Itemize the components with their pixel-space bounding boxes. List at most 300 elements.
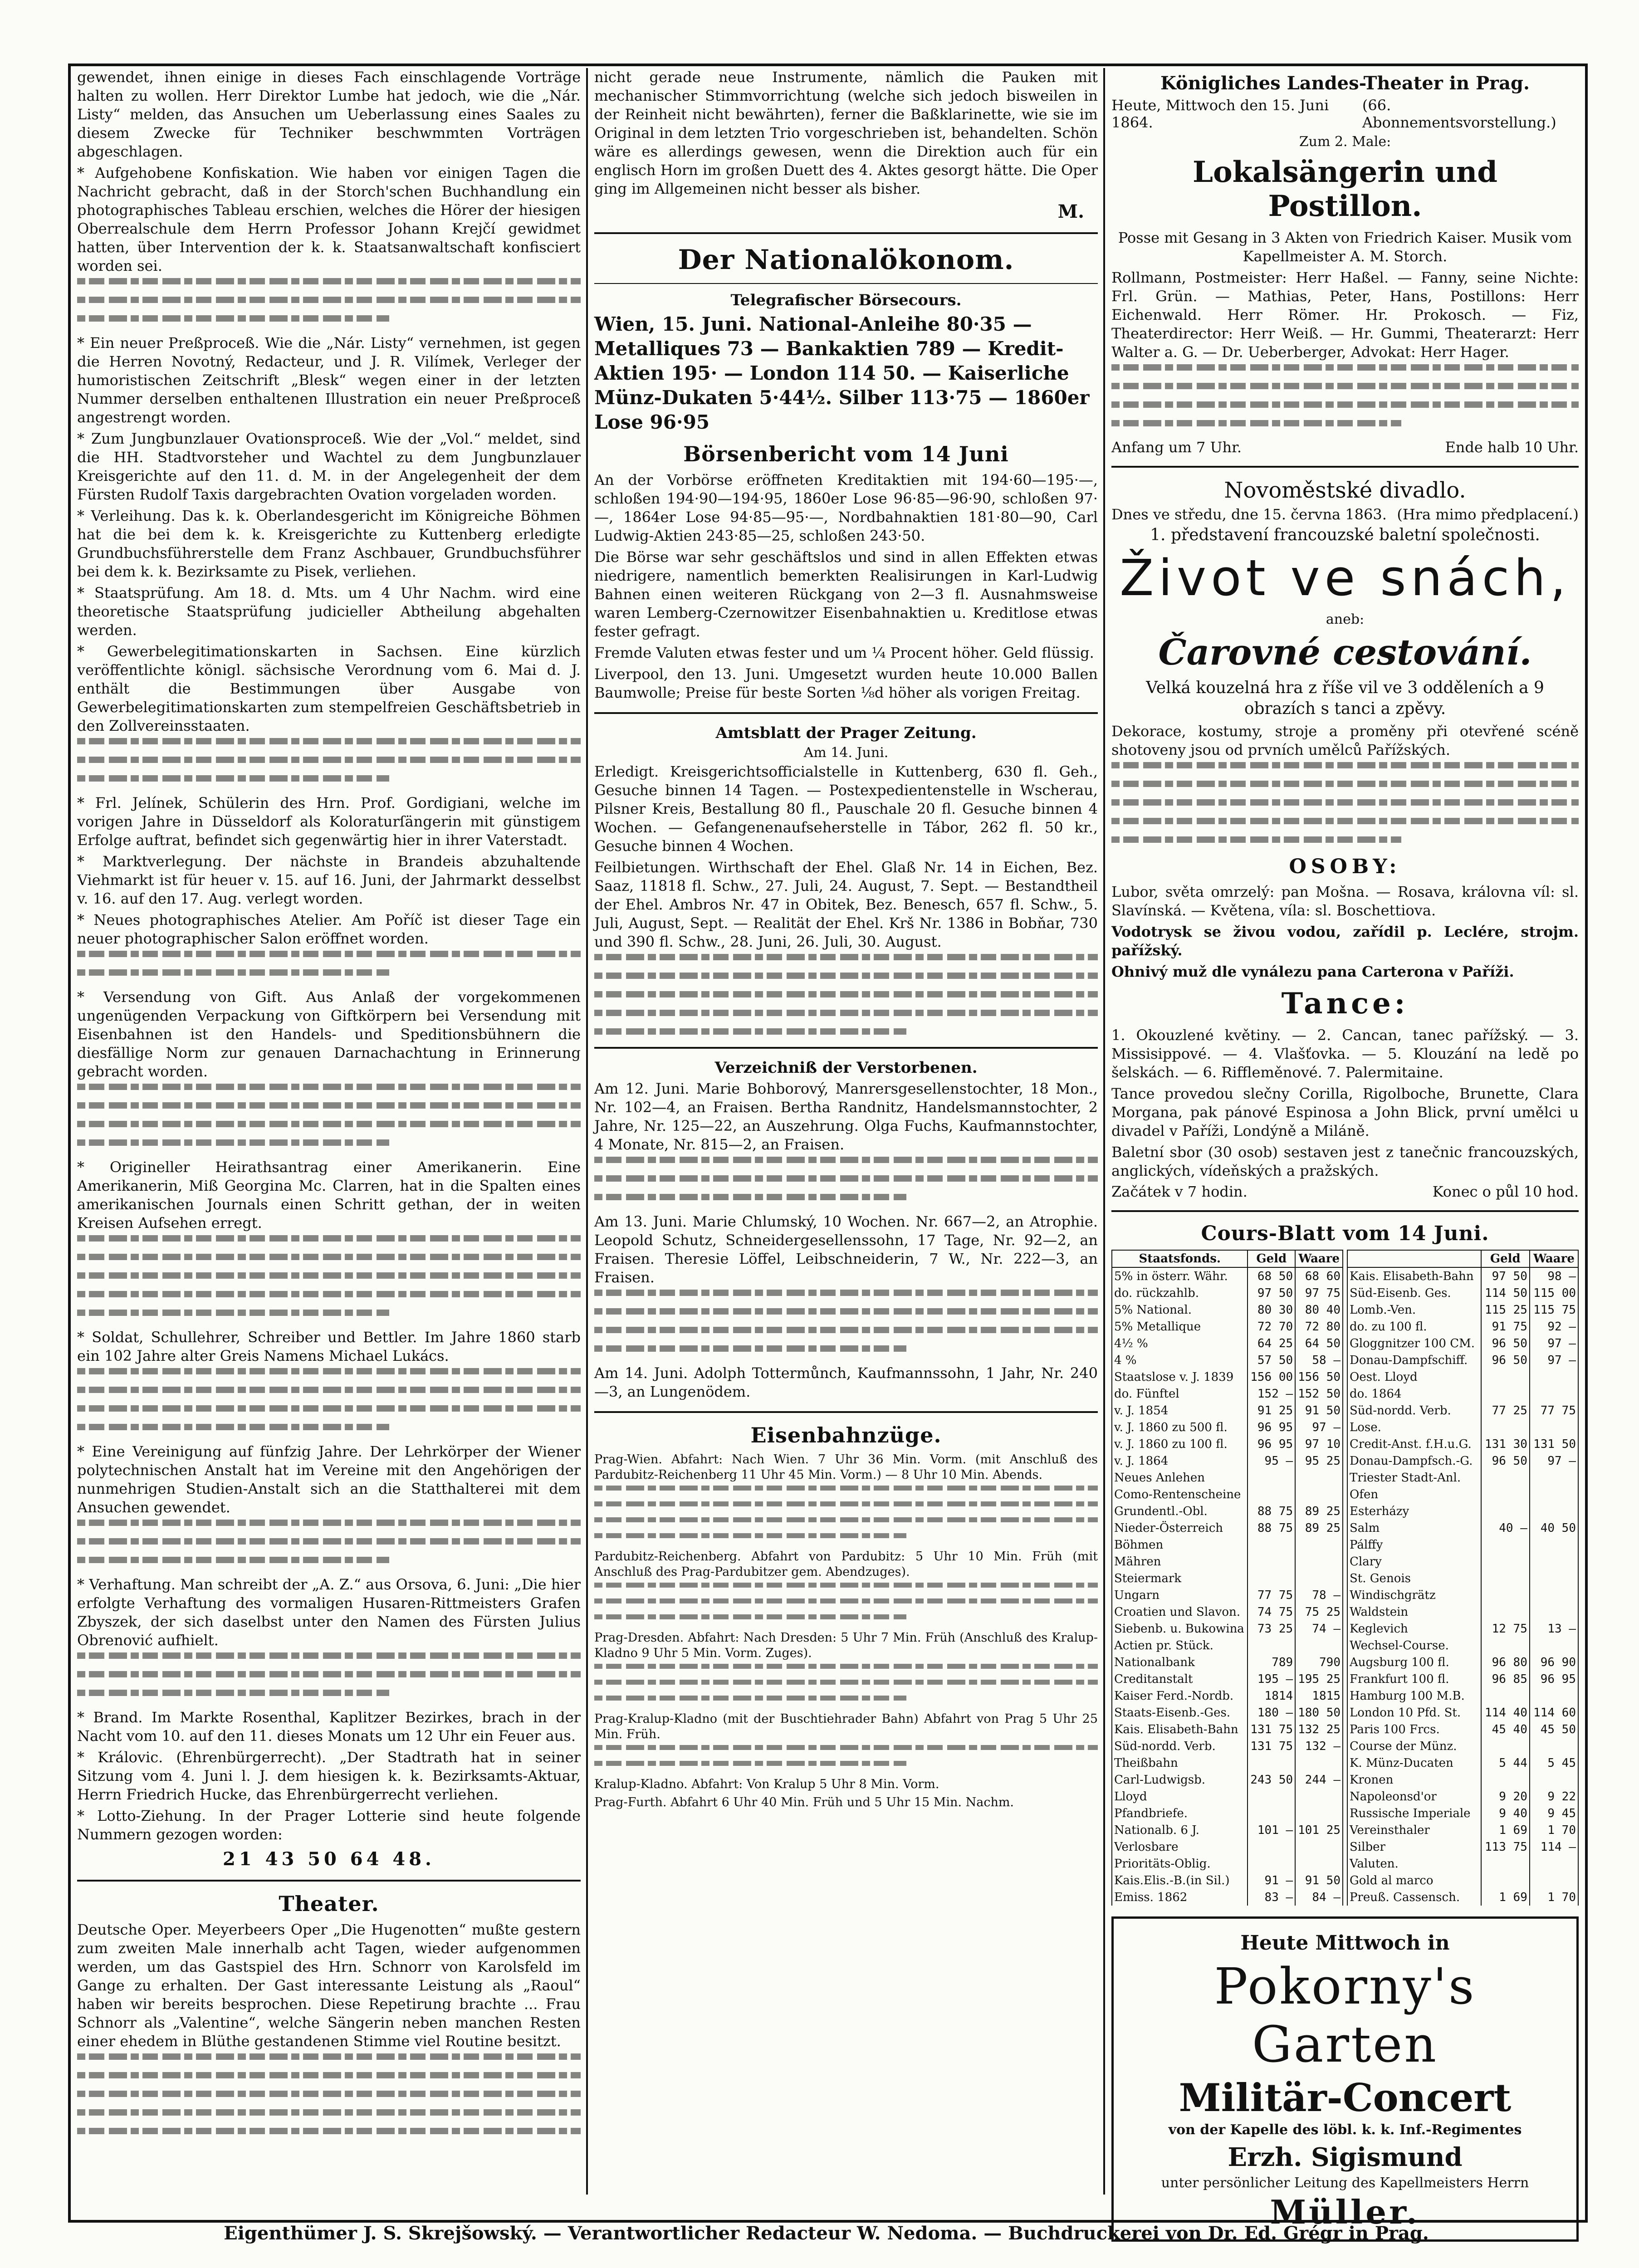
- kurs-name: Croatien und Slavon.: [1112, 1603, 1248, 1620]
- kurs-ware: 131 50: [1530, 1436, 1578, 1452]
- kurs-geld: [1481, 1771, 1530, 1788]
- illegible-text: [1111, 762, 1579, 843]
- kurs-name: Ofen: [1347, 1486, 1481, 1503]
- kurs-name: v. J. 1860 zu 100 fl.: [1112, 1436, 1248, 1452]
- verstorbene-paragraph: Am 14. Juni. Adolph Tottermůnch, Kaufmannssohn, 1 Jahr, Nr. 240—3, an Lungenödem.: [594, 1364, 1098, 1400]
- kurs-name: Frankfurt 100 fl.: [1347, 1671, 1481, 1687]
- kurs-geld: 64 25: [1248, 1335, 1295, 1352]
- kurs-row: [1347, 1889, 1578, 1906]
- verstorbene-paragraph: Am 12. Juni. Marie Bohborový, Manrersgesellenstochter, 18 Mon., Nr. 102—4, an Fraisen. Bertha Randnitz, Handelsmannstochter, 2 Jahre, Nr. 125—22, an Auszehrung. Olga Fuchs, Kaufmannstochter, 4 Monate, Nr. 815—2, an Fraisen.: [594, 1080, 1098, 1153]
- kurs-name: Nationalb. 6 J.: [1112, 1822, 1248, 1838]
- kurs-name: do. rückzahlb.: [1112, 1285, 1248, 1301]
- kurs-ware: 77 75: [1530, 1402, 1578, 1419]
- kurs-name: Silber: [1347, 1838, 1481, 1855]
- czech-note: (Hra mimo předplacení.): [1397, 506, 1579, 523]
- kurs-row: [1347, 1687, 1578, 1704]
- kurs-geld: 5 44: [1481, 1755, 1530, 1771]
- kurs-geld: [1481, 1872, 1530, 1889]
- section-heading-nationalokonom: Der Nationalökonom.: [678, 244, 1014, 276]
- boersen-paragraph: Die Börse war sehr geschäftslos und sind in allen Effekten etwas niedrigere, namentlich bemerkten Realisirungen in Karl-Ludwig Bahnen einen weiteren Rückgang von 2—3 fl. Ausnahmsweise waren Lemberg-Czernowitzer Eisenbahnaktien u. Kreditlose etwas fester gefragt.: [594, 548, 1098, 640]
- lotto-label: * Lotto-Ziehung. In der Prager Lotterie sind heute folgende Nummern gezogen worden:: [77, 1807, 581, 1843]
- kurs-row: [1347, 1671, 1578, 1687]
- kurs-name: 5% in österr. Währ.: [1112, 1267, 1248, 1285]
- kurs-row: [1112, 1822, 1343, 1838]
- kurs-name: Triester Stadt-Anl.: [1347, 1469, 1481, 1486]
- kurs-ware: [1530, 1570, 1578, 1587]
- kurs-name: K. Münz-Ducaten: [1347, 1755, 1481, 1771]
- kurs-row: [1347, 1352, 1578, 1369]
- kurs-row: [1112, 1889, 1343, 1906]
- kurs-name: Hamburg 100 M.B.: [1347, 1687, 1481, 1704]
- kurs-geld: 83 —: [1248, 1889, 1295, 1906]
- kurs-ware: [1530, 1503, 1578, 1520]
- kurs-ware: [1295, 1486, 1343, 1503]
- kurs-row: [1112, 1385, 1343, 1402]
- section-rule: [594, 712, 1098, 714]
- column-1: [77, 68, 581, 2195]
- eisenbahn-entry: Prag-Furth. Abfahrt 6 Uhr 40 Min. Früh und 5 Uhr 15 Min. Nachm.: [594, 1795, 1014, 1809]
- czech-aneb: aneb:: [1326, 611, 1365, 627]
- kurs-row: [1112, 1452, 1343, 1469]
- kurs-ware: 101 25: [1295, 1822, 1343, 1838]
- kurs-geld: [1481, 1855, 1530, 1872]
- kurs-col-name: [1347, 1250, 1481, 1267]
- kurs-ware: 40 50: [1530, 1520, 1578, 1536]
- ad-kapelle: von der Kapelle des löbl. k. k. Inf.-Regimentes: [1168, 2122, 1522, 2138]
- kurs-row: [1112, 1520, 1343, 1536]
- kurs-name: Wechsel-Course.: [1347, 1637, 1481, 1654]
- kurs-row: [1347, 1452, 1578, 1469]
- kurs-name: Gloggnitzer 100 CM.: [1347, 1335, 1481, 1352]
- kurs-geld: 96 50: [1481, 1352, 1530, 1369]
- kurs-geld: [1481, 1503, 1530, 1520]
- section-rule: [1111, 1210, 1579, 1212]
- kurs-row: [1347, 1469, 1578, 1486]
- kurs-name: Course der Münz.: [1347, 1738, 1481, 1755]
- kurs-ware: 180 50: [1295, 1704, 1343, 1721]
- pokorny-advertisement: [1111, 1916, 1579, 2242]
- kurs-row: [1112, 1603, 1343, 1620]
- kurs-ware: [1530, 1637, 1578, 1654]
- kurs-row: [1112, 1704, 1343, 1721]
- kurs-geld: 97 50: [1481, 1267, 1530, 1285]
- kurs-ware: 244 —: [1295, 1771, 1343, 1788]
- illegible-text: [594, 1664, 1098, 1701]
- kurs-ware: [1530, 1553, 1578, 1570]
- kurs-row: [1347, 1402, 1578, 1419]
- kurs-row: [1112, 1301, 1343, 1318]
- czech-company: 1. představení francouzské baletní společnosti.: [1150, 526, 1540, 544]
- section-rule: [594, 1047, 1098, 1049]
- kurs-row: [1347, 1267, 1578, 1285]
- kurs-ware: 195 25: [1295, 1671, 1343, 1687]
- kurs-geld: 45 40: [1481, 1721, 1530, 1738]
- illegible-text: [594, 1157, 1098, 1200]
- kurs-ware: [1295, 1805, 1343, 1822]
- kurs-name: Neues Anlehen: [1112, 1469, 1248, 1486]
- kurs-name: Kronen: [1347, 1771, 1481, 1788]
- kurs-geld: 74 75: [1248, 1603, 1295, 1620]
- kurs-geld: 96 50: [1481, 1335, 1530, 1352]
- kurs-row: [1347, 1721, 1578, 1738]
- kurs-ware: 132 25: [1295, 1721, 1343, 1738]
- kurs-geld: 9 20: [1481, 1788, 1530, 1805]
- kurs-ware: [1295, 1788, 1343, 1805]
- kurs-row: [1112, 1637, 1343, 1654]
- kurs-geld: [1481, 1553, 1530, 1570]
- kurs-row: [1347, 1301, 1578, 1318]
- kurs-row: [1347, 1620, 1578, 1637]
- kurs-ware: 92 —: [1530, 1318, 1578, 1335]
- kurs-row: [1347, 1654, 1578, 1671]
- kurs-ware: [1530, 1486, 1578, 1503]
- kurs-geld: 91 25: [1248, 1402, 1295, 1419]
- kurs-geld: [1481, 1603, 1530, 1620]
- kurs-row: [1112, 1687, 1343, 1704]
- czech-date: Dnes ve středu, dne 15. června 1863.: [1111, 506, 1387, 523]
- kurs-name: Actien pr. Stück.: [1112, 1637, 1248, 1654]
- kurs-name: Valuten.: [1347, 1855, 1481, 1872]
- theatre-date: Heute, Mittwoch den 15. Juni 1864.: [1111, 97, 1329, 131]
- kurs-name: Waldstein: [1347, 1603, 1481, 1620]
- news-paragraph: gewendet, ihnen einige in dieses Fach einschlagende Vorträge halten zu wollen. Herr Direktor Lumbe hat jedoch, wie die „Nár. Listy“ melden, das Ansuchen um Ueberlassung eines Saales zu diesem Zwecke für Techniker beschwmmten Vorträgen abgeschlagen.: [77, 68, 581, 160]
- kurs-row: [1112, 1469, 1343, 1486]
- kurs-geld: 68 50: [1248, 1267, 1295, 1285]
- kurs-name: Russische Imperiale: [1347, 1805, 1481, 1822]
- section-rule: [594, 283, 1098, 284]
- kurs-row: [1347, 1318, 1578, 1335]
- kurs-name: Staatslose v. J. 1839: [1112, 1369, 1248, 1385]
- kurs-geld: 91 —: [1248, 1872, 1295, 1889]
- news-paragraph: * Staatsprüfung. Am 18. d. Mts. um 4 Uhr Nachm. wird eine theoretische Staatsprüfung judicieller Abtheilung abgehalten werden.: [77, 584, 581, 639]
- kurs-row: [1112, 1553, 1343, 1570]
- illegible-text: [594, 1290, 1098, 1352]
- kurs-row: [1112, 1654, 1343, 1671]
- czech-ohnivy: Ohnivý muž dle vynálezu pana Carterona v Paříži.: [1111, 963, 1514, 980]
- kurs-ware: 97 —: [1530, 1335, 1578, 1352]
- kurs-row: [1347, 1486, 1578, 1503]
- kurs-row: [1112, 1486, 1343, 1503]
- amtsblatt-paragraph: Erledigt. Kreisgerichtsofficialstelle in Kuttenberg, 630 fl. Geh., Gesuche binnen 14 Tagen. — Postexpedientenstelle in Wscherau, Pilsner Kreis, Bestallung 80 fl., Pauschale 20 fl. Gesuche binnen 4 Wochen. — Gefangenenaufseherstelle in Tábor, 262 fl. 50 kr., Gesuche binnen 4 Wochen.: [594, 763, 1098, 855]
- ad-mueller: Müller.: [1270, 2193, 1420, 2231]
- kurs-ware: [1295, 1536, 1343, 1553]
- kurs-geld: 195 —: [1248, 1671, 1295, 1687]
- kurs-name: Theißbahn: [1112, 1755, 1248, 1771]
- czech-start: Začátek v 7 hodin.: [1111, 1183, 1248, 1200]
- theatre-description: Posse mit Gesang in 3 Akten von Friedrich Kaiser. Musik vom Kapellmeister A. M. Storch.: [1118, 229, 1572, 265]
- kurs-name: 4½ %: [1112, 1335, 1248, 1352]
- ad-erzh-sigismund: Erzh. Sigismund: [1228, 2142, 1463, 2172]
- amtsblatt-paragraph: Feilbietungen. Wirthschaft der Ehel. Glaß Nr. 14 in Eichen, Bez. Saaz, 11818 fl. Schw., 27. Juli, 24. August, 7. Sept. — Bestandtheil der Ehel. Ambros Nr. 47 in Obitek, Bez. Benesch, 657 fl. Schw., 5. Juli, August, Sept. — Realität der Ehel. Krš Nr. 1386 in Bobňar, 730 und 390 fl. Schw., 28. Juni, 26. Juli, 30. August.: [594, 859, 1098, 950]
- column-rule-2: [1103, 68, 1105, 2195]
- kurs-ware: 68 60: [1295, 1267, 1343, 1285]
- kurs-geld: 57 50: [1248, 1352, 1295, 1369]
- kurs-row: [1112, 1721, 1343, 1738]
- kurs-row: [1112, 1570, 1343, 1587]
- eisenbahn-entry: Prag-Dresden. Abfahrt: Nach Dresden: 5 Uhr 7 Min. Früh (Anschluß des Kralup-Kladno 9 Uhr 5 Min. Vorm. Zuges).: [594, 1631, 1098, 1660]
- kurs-row: [1112, 1872, 1343, 1889]
- kurs-geld: 180 —: [1248, 1704, 1295, 1721]
- kurs-geld: [1481, 1687, 1530, 1704]
- kurs-name: Kaiser Ferd.-Nordb.: [1112, 1687, 1248, 1704]
- kurs-name: Nieder-Österreich: [1112, 1520, 1248, 1536]
- kurs-ware: [1530, 1855, 1578, 1872]
- kurs-row: [1112, 1771, 1343, 1788]
- kurs-geld: [1481, 1738, 1530, 1755]
- column-rule-1: [586, 68, 588, 2195]
- imprint-footer: Eigenthümer J. S. Skrejšowský. — Verantwortlicher Redacteur W. Nedoma. — Buchdruckerei von Dr. Ed. Grégr in Prag.: [224, 2223, 1429, 2244]
- kurs-row: [1112, 1755, 1343, 1771]
- illegible-text: [594, 1745, 1098, 1766]
- kurs-row: [1347, 1704, 1578, 1721]
- kurs-row: [1347, 1805, 1578, 1822]
- section-rule: [1111, 466, 1579, 468]
- theatre-start: Anfang um 7 Uhr.: [1111, 439, 1242, 456]
- news-paragraph: * Eine Vereinigung auf fünfzig Jahre. Der Lehrkörper der Wiener polytechnischen Anstalt hat im Vereine mit den Angehörigen der nunmehrigen Studien-Anstalt sich an die Statthalterei mit dem Ansuchen gewendet.: [77, 1443, 581, 1516]
- kurs-name: Grundentl.-Obl.: [1112, 1503, 1248, 1520]
- kurs-row: [1112, 1352, 1343, 1369]
- kurs-ware: 84 —: [1295, 1889, 1343, 1906]
- czech-dancers: Tance provedou slečny Corilla, Rigolboche, Brunette, Clara Morgana, pak pánové Espinosa a John Blick, první umělci u divadel v Paříži, Londýně a Miláně.: [1111, 1085, 1579, 1139]
- czech-tance-heading: Tance:: [1281, 987, 1409, 1021]
- kurs-name: Paris 100 Frcs.: [1347, 1721, 1481, 1738]
- kurs-heading: Cours-Blatt vom 14 Juni.: [1201, 1222, 1489, 1245]
- kurs-ware: 5 45: [1530, 1755, 1578, 1771]
- kurs-ware: 97 —: [1295, 1419, 1343, 1436]
- kurs-name: Vereinsthaler: [1347, 1822, 1481, 1838]
- kurs-col-geld: Geld: [1248, 1250, 1295, 1267]
- kurs-geld: 97 50: [1248, 1285, 1295, 1301]
- kurs-geld: [1248, 1788, 1295, 1805]
- kurs-tables: [1111, 1250, 1579, 1906]
- kurs-row: [1347, 1570, 1578, 1587]
- kurs-geld: 96 80: [1481, 1654, 1530, 1671]
- news-paragraph: * Versendung von Gift. Aus Anlaß der vorgekommenen ungenügenden Verpackung von Giftkörpern bei Versendung mit Eisenbahnen ist den Handels- und Speditionsbühnern die diesfällige Norm zur genauen Darnachachtung in Erinnerung gebracht worden.: [77, 988, 581, 1080]
- kurs-ware: [1295, 1570, 1343, 1587]
- kurs-ware: 78 —: [1295, 1587, 1343, 1603]
- eisenbahn-entry: Kralup-Kladno. Abfahrt: Von Kralup 5 Uhr 8 Min. Vorm.: [594, 1777, 939, 1791]
- kurs-name: Esterházy: [1347, 1503, 1481, 1520]
- kurs-ware: [1295, 1855, 1343, 1872]
- kurs-ware: [1295, 1637, 1343, 1654]
- news-paragraph: * Zum Jungbunzlauer Ovationsproceß. Wie der „Vol.“ meldet, sind die HH. Stadtvorsteher und Wachtel zu dem Jungbunzlauer Kreisgerichte auf den 11. d. M. in der Angelegenheit der dem Fürsten Rudolf Taxis dargebrachten Ovation vorgeladen worden.: [77, 430, 581, 503]
- kurs-name: Windischgrätz: [1347, 1587, 1481, 1603]
- kurs-name: Clary: [1347, 1553, 1481, 1570]
- news-paragraph: * Verhaftung. Man schreibt der „A. Z.“ aus Orsova, 6. Juni: „Die hier erfolgte Verhaftung des vormaligen Husaren-Rittmeisters Grafen Zbyszek, der sich daselbst unter den Namen des Fürsten Julius Obrenović aufhielt.: [77, 1576, 581, 1649]
- kurs-ware: 74 —: [1295, 1620, 1343, 1637]
- kurs-name: Credit-Anst. f.H.u.G.: [1347, 1436, 1481, 1452]
- kurs-geld: 77 25: [1481, 1402, 1530, 1419]
- column-2: [594, 68, 1098, 2195]
- news-paragraph: * Královic. (Ehrenbürgerrecht). „Der Stadtrath hat in seiner Sitzung vom 4. Juni l. J. dem hiesigen k. k. Bezirksamts-Aktuar, Herrn Friedrich Hucke, das Ehrenbürgerrecht verliehen.: [77, 1749, 581, 1803]
- kurs-row: [1347, 1436, 1578, 1452]
- verstorbene-paragraph: Am 13. Juni. Marie Chlumský, 10 Wochen. Nr. 667—2, an Atrophie. Leopold Schutz, Schneidergesellenssohn, 17 Tage, Nr. 92—2, an Fraisen. Theresie Löffel, Leibschneiderin, 7 W., Nr. 222—3, an Fraisen.: [594, 1213, 1098, 1286]
- kurs-geld: 156 00: [1248, 1369, 1295, 1385]
- kurs-geld: 114 40: [1481, 1704, 1530, 1721]
- kurs-name: Ungarn: [1112, 1587, 1248, 1603]
- kurs-name: Süd-nordd. Verb.: [1347, 1402, 1481, 1419]
- kurs-row: [1347, 1385, 1578, 1402]
- kurs-geld: [1481, 1570, 1530, 1587]
- czech-date-row: [1111, 506, 1579, 523]
- ad-pokorny-garten: Pokorny's Garten: [1214, 1957, 1476, 2073]
- kurs-ware: 156 50: [1295, 1369, 1343, 1385]
- kurs-ware: 91 50: [1295, 1402, 1343, 1419]
- kurs-name: v. J. 1864: [1112, 1452, 1248, 1469]
- kurs-row: [1347, 1369, 1578, 1385]
- czech-vodotrysk: Vodotrysk se živou vodou, zařídil p. Leclére, strojm. pařížský.: [1111, 923, 1579, 959]
- kurs-name: Siebenb. u. Bukowina: [1112, 1620, 1248, 1637]
- section-rule: [594, 232, 1098, 234]
- illegible-text: [77, 951, 581, 976]
- czech-osoby-heading: OSOBY:: [1289, 855, 1401, 878]
- kurs-ware: 1 70: [1530, 1889, 1578, 1906]
- kurs-geld: [1481, 1469, 1530, 1486]
- illegible-text: [594, 954, 1098, 1035]
- boersen-paragraph: An der Vorbörse eröffneten Kreditaktien mit 194·60—195·—, schloßen 194·90—194·95, 1860er Lose 96·85—96·90, schloßen 97·—, 1864er Lose 94·85—95·—, Nordbahnaktien 181·80—90, Carl Ludwig-Aktien 243·85—25, schloßen 243·50.: [594, 471, 1098, 544]
- kurs-geld: 131 75: [1248, 1721, 1295, 1738]
- illegible-text: [77, 1235, 581, 1316]
- kurs-ware: 97 75: [1295, 1285, 1343, 1301]
- kurs-row: [1347, 1755, 1578, 1771]
- eisenbahn-entry: Pardubitz-Reichenberg. Abfahrt von Pardubitz: 5 Uhr 10 Min. Früh (mit Anschluß des Prag-Pardubitzer gem. Abendzuges).: [594, 1549, 1098, 1579]
- kurs-row: [1347, 1738, 1578, 1755]
- news-paragraph: * Brand. Im Markte Rosenthal, Kaplitzer Bezirkes, brach in der Nacht vom 10. auf den 11. dieses Monats um 12 Uhr ein Feuer aus.: [77, 1709, 581, 1745]
- kurs-row: [1347, 1335, 1578, 1352]
- kurs-ware: [1295, 1553, 1343, 1570]
- kurs-ware: [1530, 1587, 1578, 1603]
- kurs-name: Böhmen: [1112, 1536, 1248, 1553]
- theatre-cast: Rollmann, Postmeister: Herr Haßel. — Fanny, seine Nichte: Frl. Grün. — Mathias, Peter, Hans, Postillons: Herr Eichenwald. Herr Römer. Hr. Prokosch. — Fiz, Theaterdirector: Herr Weiß. — Hr. Gummi, Theaterarzt: Herr Walter a. G. — Dr. Ueberberger, Advokat: Herr Hager.: [1111, 269, 1579, 361]
- kurs-name: Mähren: [1112, 1553, 1248, 1570]
- news-paragraph: * Soldat, Schullehrer, Schreiber und Bettler. Im Jahre 1860 starb ein 102 Jahre alter Greis Namens Michael Lukács.: [77, 1329, 581, 1364]
- kurs-name: Lose.: [1347, 1419, 1481, 1436]
- illegible-text: [77, 2053, 581, 2134]
- kurs-ware: 89 25: [1295, 1503, 1343, 1520]
- kurs-geld: 96 85: [1481, 1671, 1530, 1687]
- kurs-geld: [1481, 1486, 1530, 1503]
- kurs-row: [1347, 1603, 1578, 1620]
- kurs-name: Lloyd: [1112, 1788, 1248, 1805]
- news-paragraph: * Origineller Heirathsantrag einer Amerikanerin. Eine Amerikanerin, Miß Georgina Mc. Clarren, hat in die Spalten eines amerikanischen Journals einen Schritt gethan, der in weiten Kreisen Aufsehen erregt.: [77, 1158, 581, 1232]
- kurs-ware: [1530, 1771, 1578, 1788]
- kurs-geld: 1814: [1248, 1687, 1295, 1704]
- news-paragraph: * Frl. Jelínek, Schülerin des Hrn. Prof. Gordigiani, welche im vorigen Jahre in Düsseldorf als Koloraturſängerin mit günstigem Erfolge auftrat, befindet sich gegenwärtig hier in ihrer Vaterstadt.: [77, 794, 581, 849]
- kurs-row: [1347, 1520, 1578, 1536]
- theatre-play-title: Lokalsängerin und Postillon.: [1193, 155, 1497, 223]
- theatre-heading: Königliches Landes-Theater in Prag.: [1160, 73, 1530, 94]
- czech-times: [1111, 1183, 1579, 1200]
- kurs-row: [1112, 1838, 1343, 1855]
- kurs-ware: 790: [1295, 1654, 1343, 1671]
- theatre-date-row: [1111, 97, 1579, 131]
- kurs-name: do. Fünftel: [1112, 1385, 1248, 1402]
- kurs-name: Augsburg 100 fl.: [1347, 1654, 1481, 1671]
- kurs-row: [1347, 1285, 1578, 1301]
- amtsblatt-date: Am 14. Juni.: [803, 745, 889, 761]
- kurs-geld: [1481, 1369, 1530, 1385]
- kurs-name: Nationalbank: [1112, 1654, 1248, 1671]
- czech-osoby-text: Lubor, světa omrzelý: pan Mošna. — Rosava, královna víl: sl. Slavínská. — Květena, víla: sl. Boschettiova.: [1111, 883, 1579, 919]
- kurs-name: Kais. Elisabeth-Bahn: [1112, 1721, 1248, 1738]
- kurs-ware: [1295, 1469, 1343, 1486]
- kurs-name: Como-Rentenscheine: [1112, 1486, 1248, 1503]
- kurs-row: [1112, 1620, 1343, 1637]
- kurs-name: London 10 Pfd. St.: [1347, 1704, 1481, 1721]
- kurs-geld: 789: [1248, 1654, 1295, 1671]
- kurs-row: [1112, 1318, 1343, 1335]
- kurs-col-ware: Waare: [1295, 1250, 1343, 1267]
- kurs-name: Kais. Elisabeth-Bahn: [1347, 1267, 1481, 1285]
- czech-balet: Baletní sbor (30 osob) sestaven jest z tanečnic francouzských, anglických, vídeňských a pražských.: [1111, 1144, 1579, 1179]
- kurs-geld: [1248, 1637, 1295, 1654]
- theater-review: Deutsche Oper. Meyerbeers Oper „Die Hugenotten“ mußte gestern zum zweiten Male innerhalb acht Tagen, wieder aufgenommen werden, um das Gastspiel des Hrn. Schnorr von Karolsfeld im Gange zu erhalten. Der Gast interessante Leistung als „Raoul“ haben wir bereits besprochen. Diese Repetirung brachte ... Frau Schnorr als „Valentine“, welche Sängerin neben manchen Resten einer ehedem in Blüthe gestandenen Stimme viel Routine besitzt.: [77, 1921, 581, 2050]
- kurs-name: Süd-nordd. Verb.: [1112, 1738, 1248, 1755]
- kurs-geld: [1248, 1469, 1295, 1486]
- kurs-row: [1112, 1671, 1343, 1687]
- news-paragraph: * Ein neuer Preßproceß. Wie die „Nár. Listy“ vernehmen, ist gegen die Herren Novotný, Redacteur, und J. R. Vilímek, Verleger der humoristischen Zeitschrift „Blesk“ wegen einer in der letzten Nummer derselben enthaltenen Illustration ein neuer Preßproceß angestrengt worden.: [77, 334, 581, 426]
- czech-decorations: Dekorace, kostumy, stroje a proměny při otevřené scéně shotoveny jsou od prvních umělců Pařížských.: [1111, 723, 1579, 758]
- kurs-geld: 101 —: [1248, 1822, 1295, 1838]
- czech-description: Velká kouzelná hra z říše vil ve 3 odděleních a 9 obrazích s tanci a zpěvy.: [1146, 679, 1544, 718]
- kurs-row: [1112, 1587, 1343, 1603]
- kurs-geld: [1481, 1419, 1530, 1436]
- illegible-text: [1111, 364, 1579, 426]
- kurs-geld: 9 40: [1481, 1805, 1530, 1822]
- news-paragraph: nicht gerade neue Instrumente, nämlich die Pauken mit mechanischer Stimmvorrichtung (welche sich jedoch bisweilen in der Reinheit nicht bewährten), ferner die Baßklarinette, wie sie im Original in dem letzten Trio vorgeschrieben ist, behandelten. Schön wäre es allerdings gewesen, wenn die Direktion auch für ein englisch Horn im großen Duett des 4. Aktes gesorgt hätte. Die Oper ging im Allgemeinen nicht besser als bisher.: [594, 68, 1098, 197]
- kurs-row: [1347, 1855, 1578, 1872]
- kurs-ware: 152 50: [1295, 1385, 1343, 1402]
- kurs-geld: 12 75: [1481, 1620, 1530, 1637]
- kurs-name: Napoleonsd'or: [1347, 1788, 1481, 1805]
- kurs-name: 5% National.: [1112, 1301, 1248, 1318]
- kurs-col-name: Staatsfonds.: [1112, 1250, 1248, 1267]
- kurs-ware: 114 —: [1530, 1838, 1578, 1855]
- kurs-ware: 96 90: [1530, 1654, 1578, 1671]
- theatre-end: Ende halb 10 Uhr.: [1445, 439, 1579, 456]
- kurs-ware: [1295, 1838, 1343, 1855]
- kurs-row: [1112, 1335, 1343, 1352]
- kurs-ware: [1530, 1738, 1578, 1755]
- kurs-geld: 80 30: [1248, 1301, 1295, 1318]
- kurs-ware: 115 75: [1530, 1301, 1578, 1318]
- kurs-name: St. Genois: [1347, 1570, 1481, 1587]
- liverpool-paragraph: Liverpool, den 13. Juni. Umgesetzt wurden heute 10.000 Ballen Baumwolle; Preise für beste Sorten ⅛d höher als vorigen Freitag.: [594, 665, 1098, 701]
- kurs-geld: 131 75: [1248, 1738, 1295, 1755]
- kurs-row: [1347, 1788, 1578, 1805]
- kurs-ware: 91 50: [1295, 1872, 1343, 1889]
- kurs-row: [1347, 1419, 1578, 1436]
- kurs-name: Keglevich: [1347, 1620, 1481, 1637]
- kurs-name: 4 %: [1112, 1352, 1248, 1369]
- kurs-geld: [1248, 1805, 1295, 1822]
- kurs-geld: 96 95: [1248, 1419, 1295, 1436]
- kurs-name: Staats-Eisenb.-Ges.: [1112, 1704, 1248, 1721]
- kurs-row: [1347, 1587, 1578, 1603]
- kurs-ware: 89 25: [1295, 1520, 1343, 1536]
- amtsblatt-heading: Amtsblatt der Prager Zeitung.: [715, 724, 977, 742]
- kurs-name: Steiermark: [1112, 1570, 1248, 1587]
- kurs-geld: 88 75: [1248, 1503, 1295, 1520]
- kurs-geld: [1481, 1385, 1530, 1402]
- kurs-name: Pálffy: [1347, 1536, 1481, 1553]
- illegible-text: [77, 278, 581, 322]
- boersen-heading: Börsenbericht vom 14 Juni: [683, 442, 1009, 466]
- kurs-name: Donau-Dampfschiff.: [1347, 1352, 1481, 1369]
- kurs-name: Verlosbare: [1112, 1838, 1248, 1855]
- kurs-ware: [1530, 1369, 1578, 1385]
- kurs-ware: 1815: [1295, 1687, 1343, 1704]
